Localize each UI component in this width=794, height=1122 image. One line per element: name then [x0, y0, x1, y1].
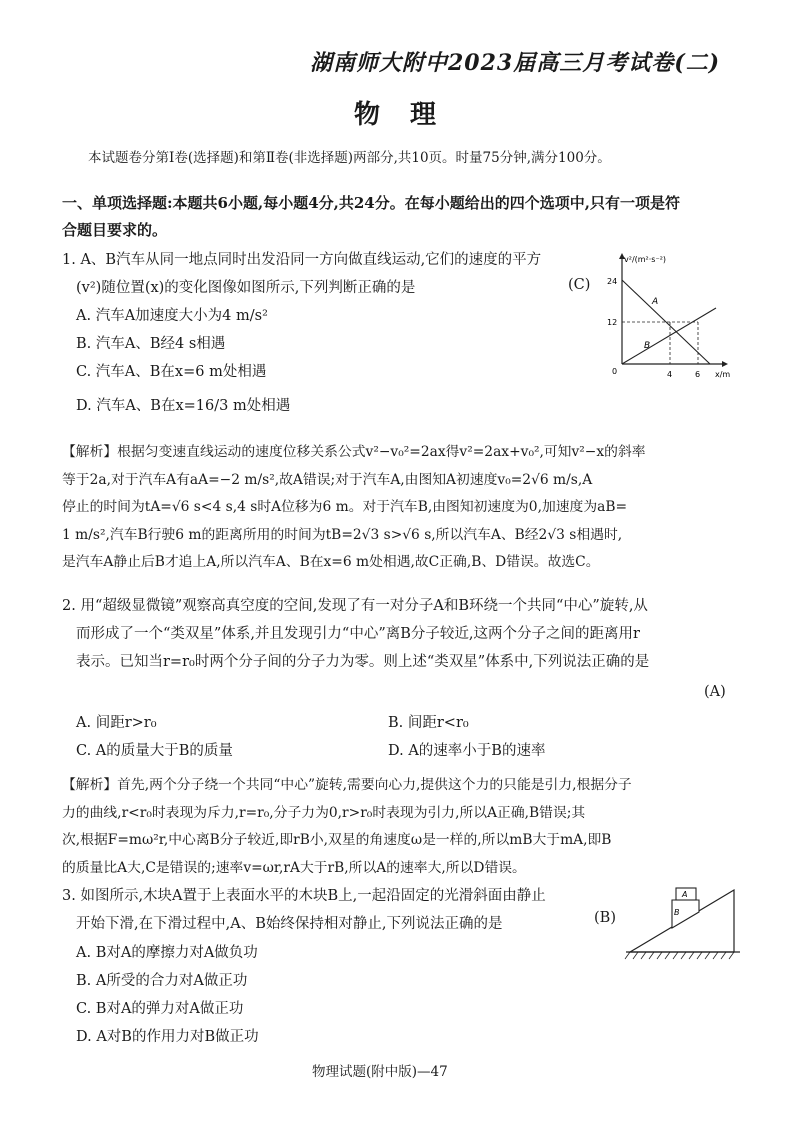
block-a-label: A: [682, 890, 688, 899]
analysis-line: 力的曲线,r<r₀时表现为斥力,r=r₀,分子力为0,r>r₀时表现为引力,所以A正确,B错误;其: [62, 804, 586, 821]
question-stem-line: (v²)随位置(x)的变化图像如图所示,下列判断正确的是: [76, 280, 416, 296]
block-b-label: B: [674, 908, 680, 917]
line-a: [622, 280, 710, 364]
option-c: C. 汽车A、B在x=6 m处相遇: [76, 364, 267, 380]
exam-intro: 本试题卷分第Ⅰ卷(选择题)和第Ⅱ卷(非选择题)两部分,共10页。时量75分钟,满分100分。: [88, 150, 611, 166]
option-c: C. A的质量大于B的质量: [76, 743, 233, 759]
line-a-label: A: [652, 297, 659, 307]
section-heading-line: 合题目要求的。: [62, 221, 168, 239]
option-a: A. B对A的摩擦力对A做负功: [76, 945, 258, 961]
option-d: D. 汽车A、B在x=16/3 m处相遇: [76, 398, 291, 414]
question-stem-line: 1. A、B汽车从同一地点同时出发沿同一方向做直线运动,它们的速度的平方: [62, 252, 542, 268]
incline-figure: [624, 882, 744, 964]
answer-q3: (B): [594, 910, 616, 926]
analysis-line: 的质量比A大,C是错误的;速率v=ωr,rA大于rB,所以A的速率大,所以D错误。: [62, 859, 526, 876]
answer-q2: (A): [704, 684, 726, 700]
question-stem-line: 开始下滑,在下滑过程中,A、B始终保持相对静止,下列说法正确的是: [76, 916, 503, 932]
question-stem-line: 而形成了一个“类双星”体系,并且发现引力“中心”离B分子较近,这两个分子之间的距离用r: [76, 626, 640, 642]
page-footer: 物理试题(附中版)—47: [312, 1064, 448, 1080]
analysis-line: 停止的时间为tA=√6 s<4 s,4 s时A位移为6 m。对于汽车B,由图知初速度为0,加速度为aB=: [62, 499, 628, 515]
options-q2: [76, 709, 233, 765]
analysis-q1: [62, 439, 738, 577]
option-c: C. B对A的弹力对A做正功: [76, 1001, 244, 1017]
question-stem-line: 3. 如图所示,木块A置于上表面水平的木块B上,一起沿固定的光滑斜面由静止: [62, 888, 546, 904]
option-d: D. A的速率小于B的速率: [388, 743, 546, 759]
section-heading-line: 一、单项选择题:本题共6小题,每小题4分,共24分。在每小题给出的四个选项中,只有一项是符: [62, 194, 680, 212]
option-a: A. 汽车A加速度大小为4 m/s²: [76, 308, 268, 324]
answer-q1: (C): [568, 277, 591, 293]
question-2: [62, 592, 649, 676]
x-tick-4: 4: [667, 370, 673, 379]
analysis-line: 是汽车A静止后B才追上A,所以汽车A、B在x=6 m处相遇,故C正确,B、D错误。故选C。: [62, 554, 600, 570]
question-stem-line: 2. 用“超级显微镜”观察高真空度的空间,发现了有一对分子A和B环绕一个共同“中心”旋转,从: [62, 598, 648, 614]
analysis-line: 次,根据F=mω²r,中心离B分子较近,即rB小,双星的角速度ω是一样的,所以mB大于mA,即B: [62, 832, 612, 848]
y-tick-24: 24: [607, 277, 618, 286]
option-a: A. 间距r>r₀: [76, 715, 157, 731]
section-heading: [62, 190, 742, 244]
option-b: B. 汽车A、B经4 s相遇: [76, 336, 226, 352]
analysis-q2: [62, 772, 738, 882]
question-1: [62, 246, 541, 302]
subject-title: 物理: [354, 100, 467, 130]
analysis-line: 1 m/s²,汽车B行驶6 m的距离所用的时间为tB=2√3 s>√6 s,所以汽车A、B经2√3 s相遇时,: [62, 526, 623, 543]
option-b: B. 间距r<r₀: [388, 715, 469, 731]
velocity-squared-graph: [604, 250, 734, 382]
analysis-line: 【解析】首先,两个分子绕一个共同“中心”旋转,需要向心力,提供这个力的只能是引力,根据分子: [62, 777, 632, 793]
question-stem-line: 表示。已知当r=r₀时两个分子间的分子力为零。则上述“类双星”体系中,下列说法正确的是: [76, 654, 650, 670]
x-axis-label: x/m: [715, 370, 731, 379]
x-tick-6: 6: [695, 370, 701, 379]
options-q3: [76, 939, 259, 1051]
y-tick-12: 12: [607, 318, 618, 327]
question-3: [62, 882, 546, 938]
options-q1: [76, 302, 290, 420]
ground-hatching: [625, 952, 734, 959]
option-d: D. A对B的作用力对B做正功: [76, 1029, 259, 1045]
y-axis-label: v²/(m²·s⁻²): [624, 255, 667, 264]
exam-title: 湖南师大附中2023届高三月考试卷(二): [310, 50, 721, 76]
line-b-label: B: [644, 341, 651, 351]
origin-label: 0: [612, 367, 618, 376]
analysis-line: 【解析】根据匀变速直线运动的速度位移关系公式v²−v₀²=2ax得v²=2ax+v₀²,可知v²−x的斜率: [62, 444, 646, 460]
option-b: B. A所受的合力对A做正功: [76, 973, 248, 989]
x-axis-arrow-icon: [722, 361, 728, 367]
options-q2-right: [388, 709, 545, 765]
analysis-line: 等于2a,对于汽车A有aA=−2 m/s²,故A错误;对于汽车A,由图知A初速度v₀=2√6 m/s,A: [62, 471, 593, 488]
